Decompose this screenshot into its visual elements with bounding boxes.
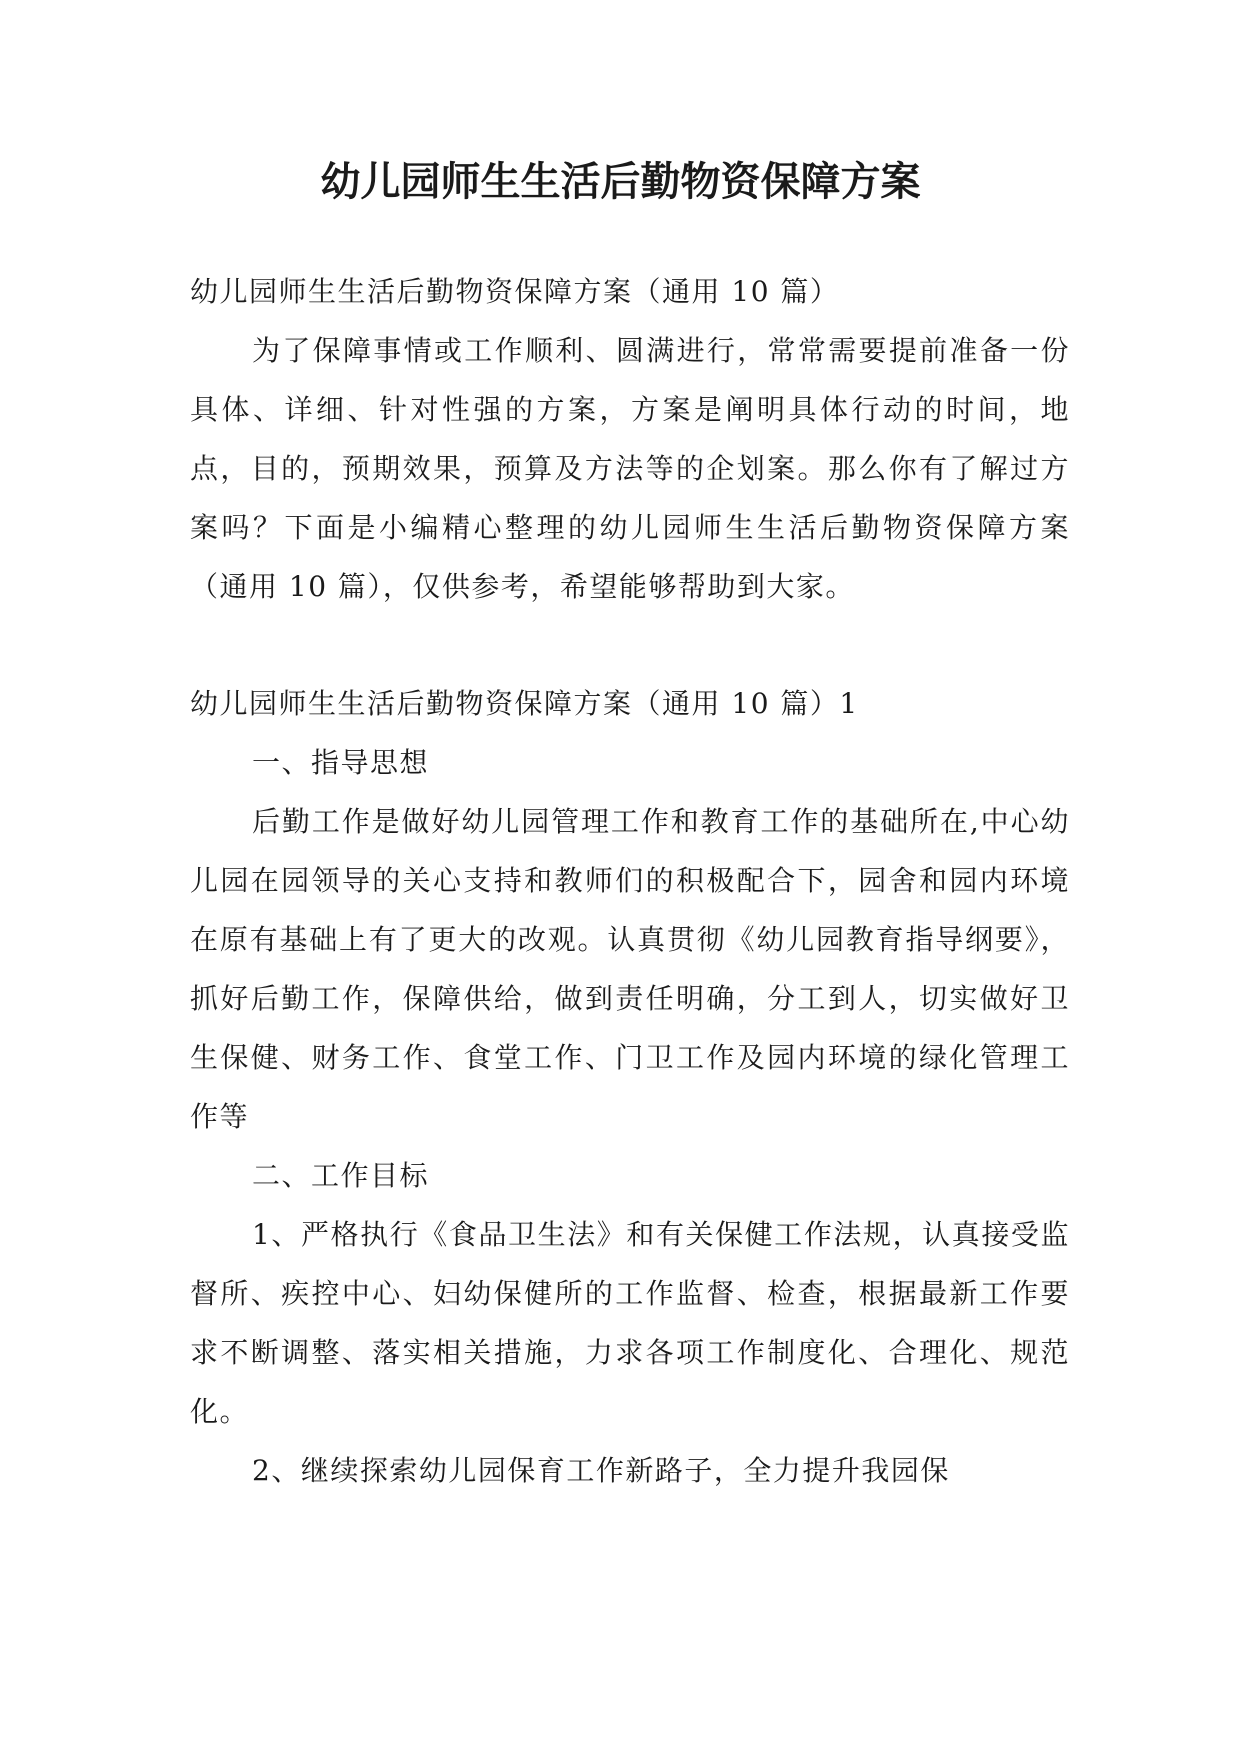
- document-subtitle: 幼儿园师生生活后勤物资保障方案（通用 10 篇）: [190, 275, 840, 308]
- goal-item-2: 2、继续探索幼儿园保育工作新路子，全力提升我园保: [252, 1454, 950, 1487]
- document-title: 幼儿园师生生活后勤物资保障方案: [320, 159, 921, 205]
- heading-guiding-ideology: 一、指导思想: [252, 746, 430, 779]
- document-body: [190, 262, 1070, 1500]
- goal-item-1: 1、严格执行《食品卫生法》和有关保健工作法规，认真接受监督所、疾控中心、妇幼保健所的工作监督、检查，根据最新工作要求不断调整、落实相关措施，力求各项工作制度化、合理化、规范化。: [190, 1218, 1070, 1428]
- section-title: 幼儿园师生生活后勤物资保障方案（通用 10 篇）1: [190, 687, 859, 720]
- section-spacer: [190, 616, 1070, 674]
- guiding-ideology-paragraph: 后勤工作是做好幼儿园管理工作和教育工作的基础所在,中心幼儿园在园领导的关心支持和教师们的积极配合下，园舍和园内环境在原有基础上有了更大的改观。认真贯彻《幼儿园教育指导纲要》，抓好后勤工作，保障供给，做到责任明确，分工到人，切实做好卫生保健、财务工作、食堂工作、门卫工作及园内环境的绿化管理工作等: [190, 805, 1070, 1133]
- heading-work-goals: 二、工作目标: [252, 1159, 430, 1192]
- intro-paragraph: 为了保障事情或工作顺利、圆满进行，常常需要提前准备一份具体、详细、针对性强的方案，方案是阐明具体行动的时间，地点，目的，预期效果，预算及方法等的企划案。那么你有了解过方案吗？下面是小编精心整理的幼儿园师生生活后勤物资保障方案（通用 10 篇），仅供参考，希望能够帮助到大家。: [190, 334, 1070, 603]
